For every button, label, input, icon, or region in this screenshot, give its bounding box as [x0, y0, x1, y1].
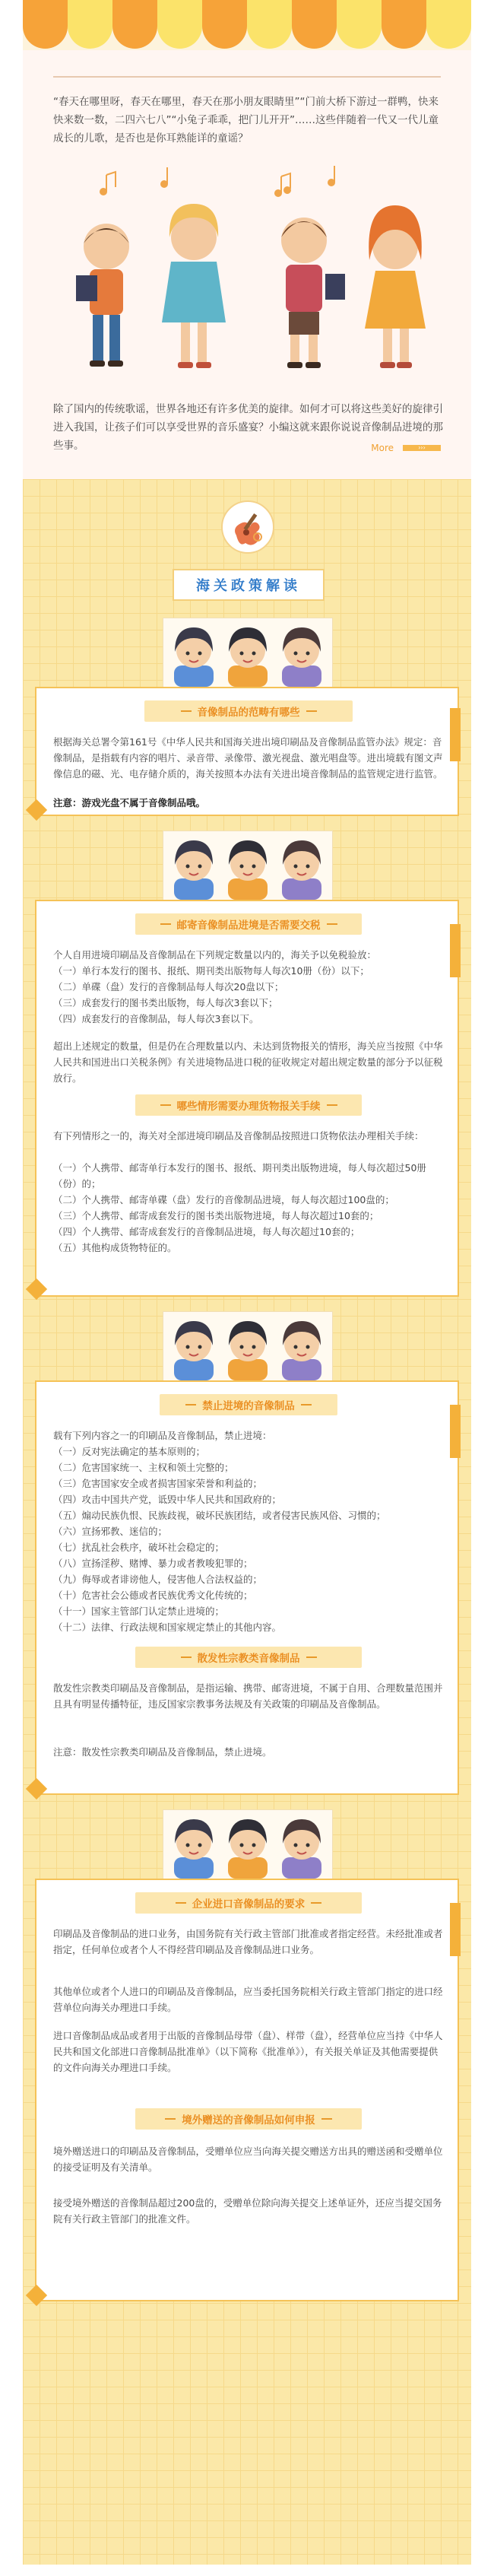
section-header	[135, 913, 362, 935]
section-header	[135, 1647, 362, 1668]
card-paragraph: 印刷品及音像制品的进口业务，由国务院有关行政主管部门批准或者指定经营。未经批准或者指定，任何单位或者个人不得经营印刷品及音像制品进口业务。	[53, 1928, 443, 1955]
section-title: 邮寄音像制品进境是否需要交税	[176, 920, 321, 932]
avatar-group	[163, 1809, 333, 1879]
list-item: （一）个人携带、邮寄单行本发行的图书、报纸、期刊类出版物进境，每人每次超过50册（份）的；	[53, 1162, 426, 1190]
card-paragraph: 接受境外赠送的音像制品超过200盘的，受赠单位除向海关提交上述单证外，还应当提交国务院有关行政主管部门的批准文件。	[53, 2197, 442, 2225]
list-item: （七）扰乱社会秩序，破坏社会稳定的；	[53, 1542, 225, 1553]
card-postal-tax	[35, 900, 459, 1297]
card-tab-decoration	[450, 1903, 461, 1956]
card-paragraph: 有下列情形之一的，海关对全部进境印刷品及音像制品按照进口货物依法办理相关手续：	[53, 1130, 424, 1142]
page	[23, 0, 471, 2576]
list-item: （三）个人携带、邮寄成套发行的图书类出版物进境，每人每次超过10套的；	[53, 1210, 379, 1221]
card-paragraph: 散发性宗教类印刷品及音像制品，是指运输、携带、邮寄进境，不属于自用、合理数量范围并且具有明显传播特征，违反国家宗教事务法规及有关政策的印刷品及音像制品。	[53, 1682, 443, 1710]
avatar-group	[163, 618, 333, 688]
card-note: 注意：游戏光盘不属于音像制品哦。	[53, 797, 206, 808]
card-note: 注意：散发性宗教类印刷品及音像制品，禁止进境。	[53, 1746, 272, 1758]
awning-scallop	[23, 0, 68, 49]
list-item: （一）单行本发行的图书、报纸、期刊类出版物每人每次10册（份）以下；	[53, 965, 369, 977]
section-title: 禁止进境的音像制品	[202, 1400, 295, 1412]
section-header	[135, 1094, 362, 1116]
card-tab-decoration	[450, 708, 461, 761]
awning-scallop	[337, 0, 382, 49]
awning-decoration	[23, 0, 471, 49]
list-item: （九）侮辱或者诽谤他人，侵害他人合法权益的；	[53, 1574, 263, 1585]
avatar-face-icon	[228, 1321, 268, 1380]
list-item: （十二）法律、行政法规和国家规定禁止的其他内容。	[53, 1622, 282, 1633]
section-header	[135, 2108, 362, 2130]
list-item: （十）危害社会公德或者民族优秀文化传统的；	[53, 1590, 253, 1601]
card-corner-decoration	[26, 2285, 47, 2306]
section-header	[135, 1892, 362, 1914]
list-item: （三）危害国家安全或者损害国家荣誉和利益的；	[53, 1478, 263, 1489]
intro-section	[23, 50, 471, 479]
awning-scallop	[68, 0, 112, 49]
card-tab-decoration	[450, 924, 461, 977]
music-notes-icon	[100, 166, 334, 196]
avatar-face-icon	[228, 1819, 268, 1879]
awning-scallop	[202, 0, 247, 49]
card-media-scope	[35, 687, 459, 816]
awning-scallop	[382, 0, 426, 49]
card-paragraph: 超出上述规定的数量，但是仍在合理数量以内、未达到货物报关的情形，海关应当按照《中华人民共和国进出口关税条例》有关进境物品进口税的征收规定对超出规定数量的部分予以征税放行。	[53, 1040, 443, 1084]
avatar-group	[163, 1311, 333, 1381]
card-enterprise-import	[35, 1879, 459, 2301]
avatar-group	[163, 831, 333, 900]
more-link[interactable]	[371, 443, 441, 453]
policy-title: 海关政策解读	[196, 578, 301, 594]
card-paragraph: 根据海关总署令第161号《中华人民共和国海关进出境印刷品及音像制品监管办法》规定：音像制品，是指载有内容的唱片、录音带、录像带、激光视盘、激光唱盘等。进出境载有图文声像信息的磁、光、电存储介质的，海关按照本办法有关进出境音像制品的监管规定进行监管。	[53, 736, 443, 780]
list-item: （二）单碟（盘）发行的音像制品每人每次20盘以下；	[53, 981, 284, 993]
card-corner-decoration	[26, 1778, 47, 1799]
list-item: （八）宣扬淫秽、赌博、暴力或者教唆犯罪的；	[53, 1558, 253, 1569]
bottom-strip	[0, 2565, 494, 2576]
list-item: （五）其他构成货物特征的。	[53, 1242, 177, 1253]
child-4	[365, 205, 426, 368]
intro-paragraph-1: “春天在哪里呀，春天在哪里，春天在那小朋友眼睛里”“门前大桥下游过一群鸭，快来快来数一数，二四六七八”“小兔子乖乖，把门儿开开”……这些伴随着一代又一代儿童成长的儿歌，是否也是你耳熟能详的童谣？	[53, 96, 439, 145]
card-corner-decoration	[26, 1278, 47, 1300]
list-item: （二）危害国家统一、主权和领土完整的；	[53, 1462, 234, 1473]
list-item: （五）煽动民族仇恨、民族歧视，破坏民族团结，或者侵害民族风俗、习惯的；	[53, 1510, 386, 1521]
awning-scallop	[112, 0, 157, 49]
avatar-face-icon	[228, 840, 268, 900]
section-header	[160, 1394, 337, 1415]
awning-scallop	[426, 0, 471, 49]
avatar-face-icon	[174, 627, 214, 687]
list-item: （三）成套发行的图书类出版物，每人每次3套以下；	[53, 997, 278, 1008]
card-tab-decoration	[450, 1405, 461, 1458]
list-item: （六）宣扬邪教、迷信的；	[53, 1526, 168, 1537]
avatar-face-icon	[282, 1819, 321, 1879]
singing-children-illustration	[53, 161, 448, 389]
more-label: More	[371, 443, 394, 453]
card-paragraph: 其他单位或者个人进口的印刷品及音像制品，应当委托国务院相关行政主管部门指定的进口经营单位向海关办理进口手续。	[53, 1986, 443, 2013]
card-prohibited	[35, 1380, 459, 1795]
avatar-face-icon	[174, 840, 214, 900]
card-paragraph: 载有下列内容之一的印刷品及音像制品，禁止进境：	[53, 1430, 272, 1441]
avatar-face-icon	[174, 1819, 214, 1879]
section-header	[144, 700, 353, 722]
divider	[53, 76, 441, 78]
policy-section	[23, 479, 471, 2576]
section-title: 境外赠送的音像制品如何申报	[182, 2114, 315, 2127]
avatar-face-icon	[228, 627, 268, 687]
section-title: 企业进口音像制品的要求	[192, 1898, 306, 1911]
guitar-badge	[221, 500, 274, 554]
awning-scallop	[247, 0, 292, 49]
avatar-face-icon	[282, 840, 321, 900]
list-item: （二）个人携带、邮寄单碟（盘）发行的音像制品进境，每人每次超过100盘的；	[53, 1194, 394, 1205]
card-paragraph: 进口音像制品成品或者用于出版的音像制品母带（盘）、样带（盘），经营单位应当持《中华人民共和国文化部进口音像制品批准单》（以下简称《批准单》），有关报关单证及其他需要提供的文件向海关办理进口手续。	[53, 2030, 443, 2073]
section-title: 哪些情形需要办理货物报关手续	[176, 1101, 321, 1113]
awning-scallop	[292, 0, 337, 49]
section-title: 音像制品的范畴有哪些	[197, 707, 300, 719]
card-paragraph: 境外赠送进口的印刷品及音像制品，受赠单位应当向海关提交赠送方出具的赠送函和受赠单位的接受证明及有关清单。	[53, 2146, 443, 2173]
card-paragraph: 个人自用进境印刷品及音像制品在下列规定数量以内的，海关予以免税验放：	[53, 949, 377, 961]
avatar-face-icon	[282, 627, 321, 687]
arrow-right-icon: ›››	[403, 445, 441, 451]
card-corner-decoration	[26, 799, 47, 821]
list-item: （四）个人携带、邮寄成套发行的音像制品进境，每人每次超过10套的；	[53, 1226, 360, 1237]
section-title: 散发性宗教类音像制品	[197, 1653, 300, 1665]
list-item: （一）反对宪法确定的基本原则的；	[53, 1446, 206, 1457]
policy-title-box	[173, 569, 325, 601]
list-item: （十一）国家主管部门认定禁止进境的；	[53, 1606, 225, 1617]
intro-paragraph-2: 除了国内的传统歌谣，世界各地还有许多优美的旋律。如何才可以将这些美好的旋律引进入我国，让孩子们可以享受世界的音乐盛宴？小编这就来跟你说说音像制品进境的那些事。	[53, 403, 443, 452]
awning-scallop	[157, 0, 202, 49]
list-item: （四）成套发行的音像制品，每人每次3套以下。	[53, 1013, 259, 1024]
list-item: （四）攻击中国共产党，诋毁中华人民共和国政府的；	[53, 1494, 282, 1505]
avatar-face-icon	[282, 1321, 321, 1380]
child-2	[162, 204, 226, 368]
child-1	[76, 224, 129, 367]
avatar-face-icon	[174, 1321, 214, 1380]
child-3	[281, 218, 345, 368]
guitar-icon	[223, 502, 273, 552]
